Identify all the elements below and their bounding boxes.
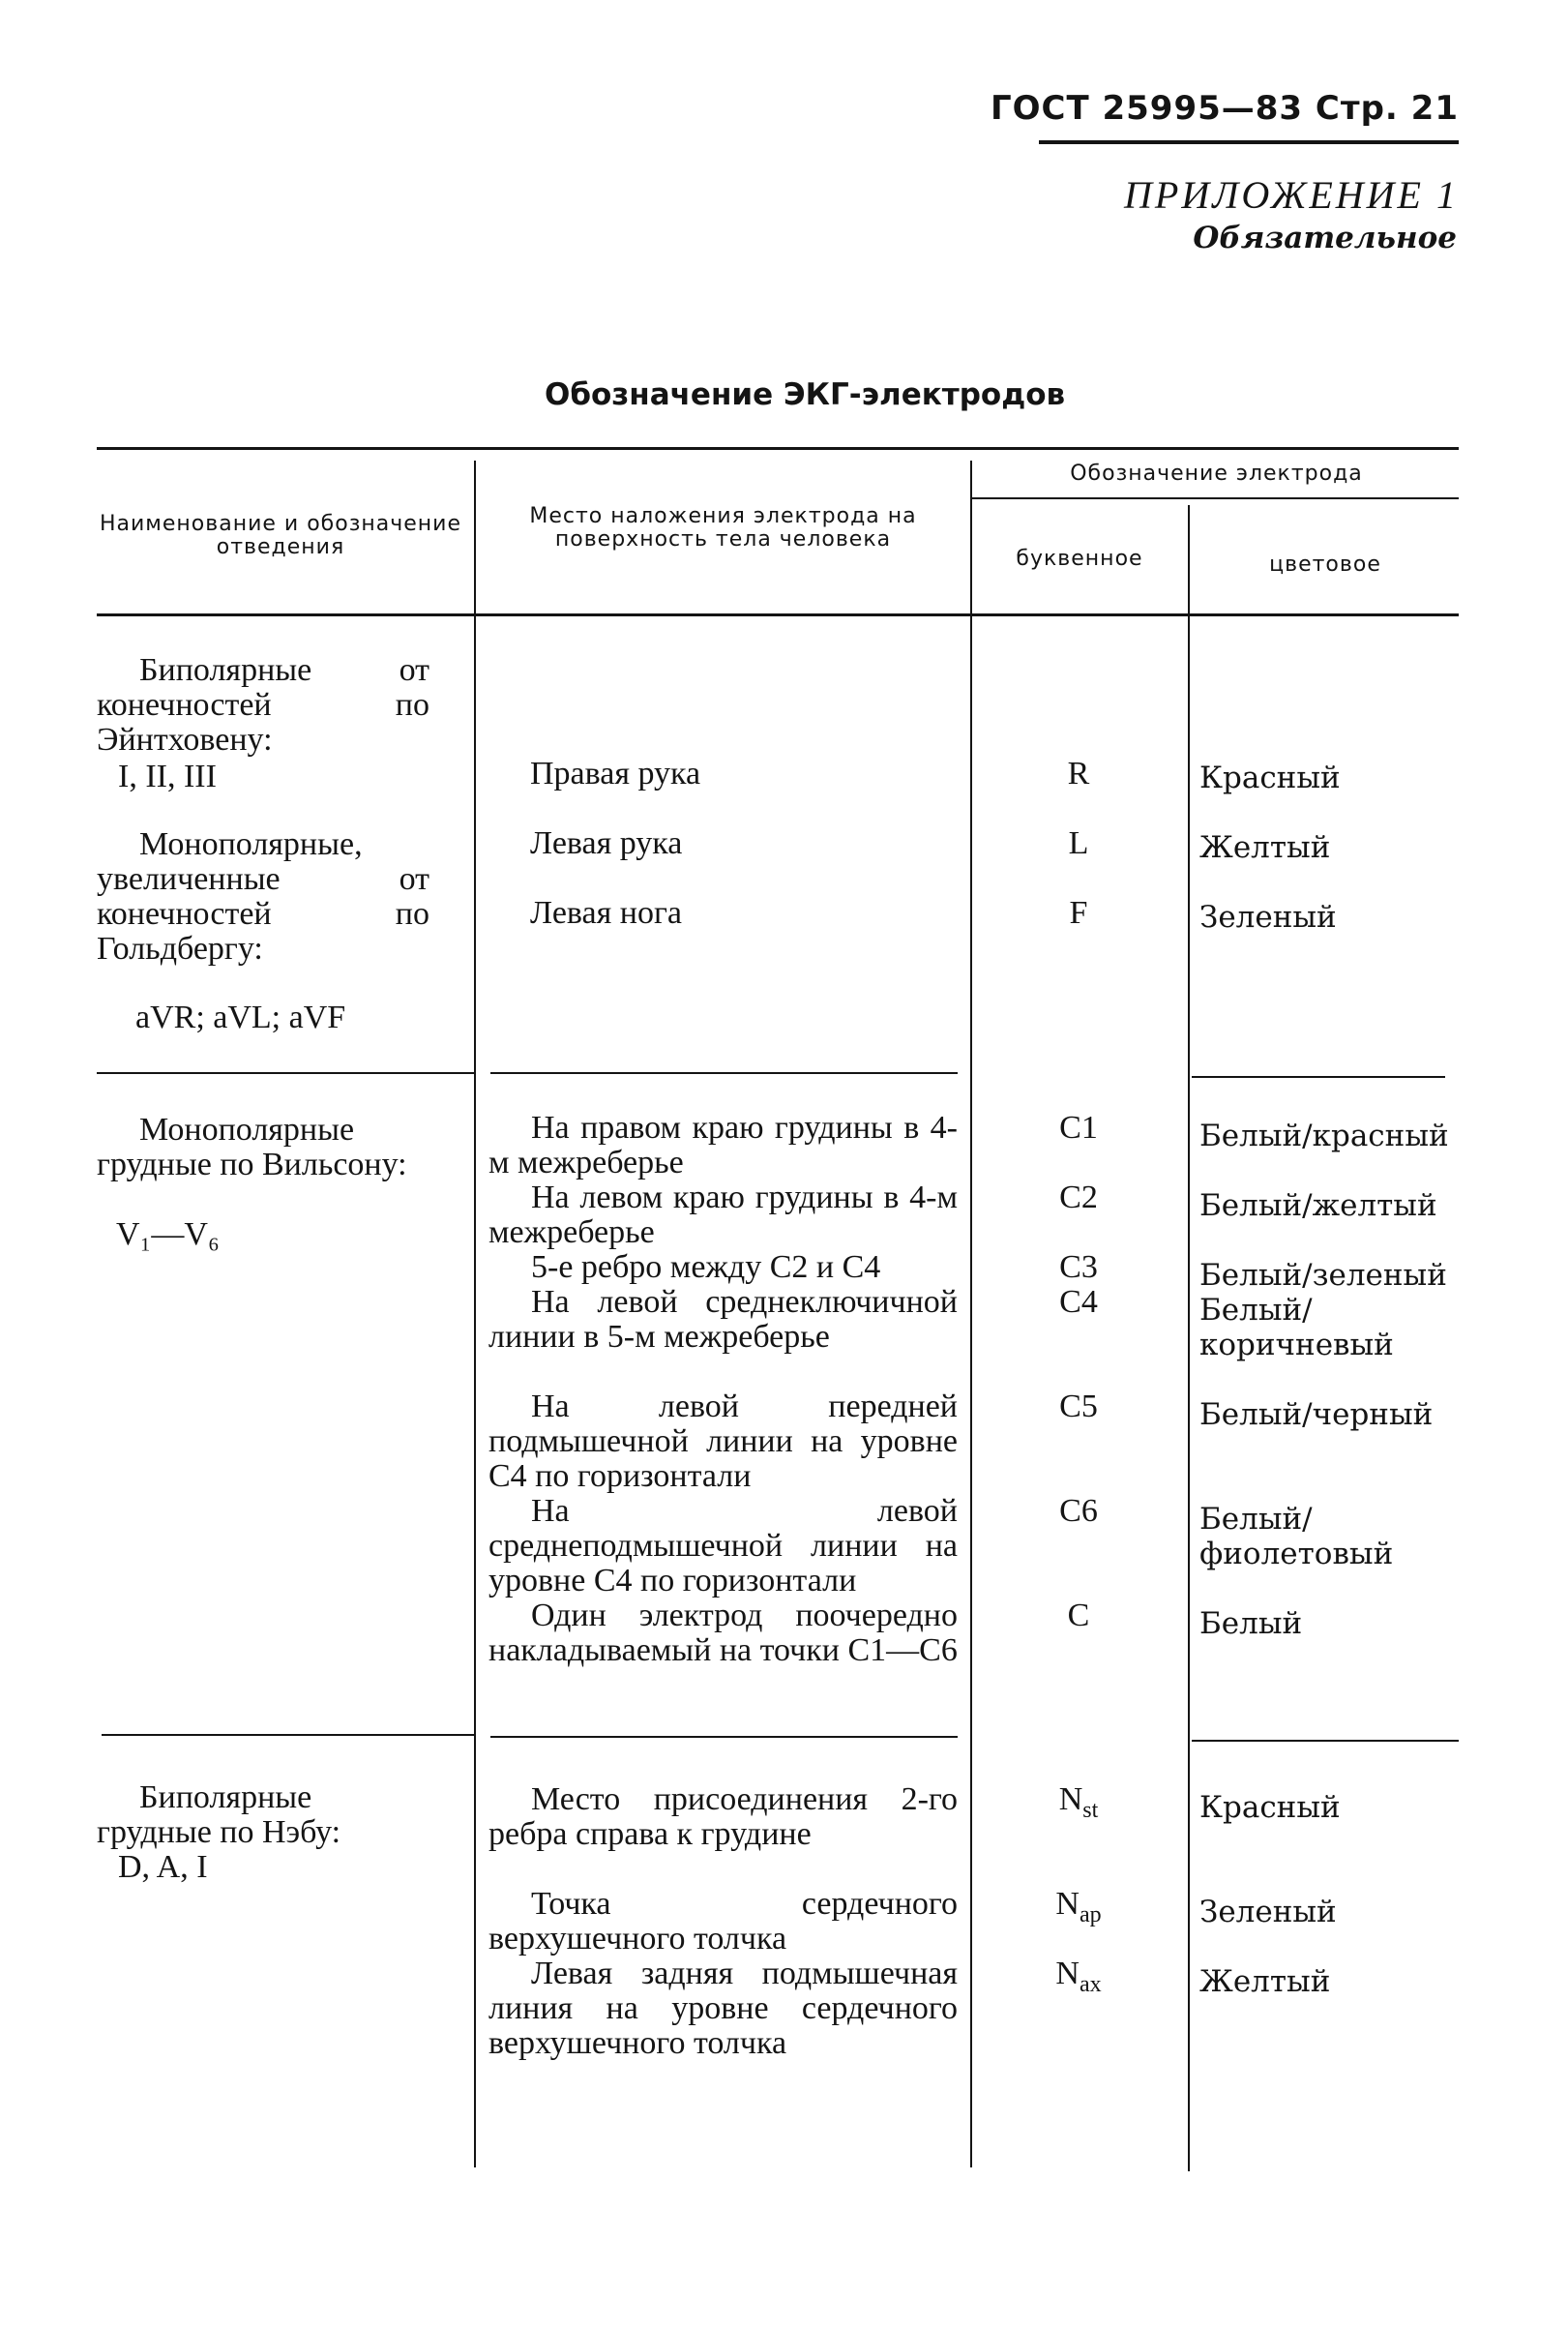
- column-divider-1: [474, 461, 476, 2167]
- letter-main: N: [1055, 1956, 1080, 1991]
- column-header-lead: Наименование и обозначение отведения: [99, 512, 462, 559]
- column-header-letter: буквенное: [1016, 547, 1143, 571]
- lead-codes: aVR; aVL; aVF: [135, 1000, 346, 1035]
- electrode-letter: C6: [1059, 1493, 1098, 1529]
- electrode-letter: F: [1069, 895, 1088, 931]
- electrode-place: Один электрод поочередно накладываемый на точки C1—C6: [488, 1598, 958, 1668]
- column-divider-3: [1188, 505, 1190, 2171]
- electrode-letter: C1: [1059, 1110, 1098, 1146]
- appendix-label: ПРИЛОЖЕНИЕ 1: [1124, 173, 1459, 217]
- electrode-color: Белый/черный: [1199, 1397, 1434, 1432]
- lead-codes: I, II, III: [118, 759, 217, 794]
- electrode-color: Зеленый: [1199, 1895, 1337, 1929]
- gost-page-header: ГОСТ 25995—83 Стр. 21: [990, 89, 1459, 128]
- electrode-place: На левой передней подмышечной линии на уровне C4 по горизонтали: [488, 1389, 958, 1494]
- electrode-place: На левом краю грудины в 4-м межреберье: [488, 1180, 958, 1250]
- electrode-color: Желтый: [1199, 830, 1331, 865]
- electrode-place: Левая рука: [530, 825, 683, 861]
- electrode-color: Белый: [1199, 1606, 1303, 1641]
- group2-bottom-rule-color: [1192, 1740, 1459, 1742]
- electrode-place: На левой среднеключичной линии в 5-м межреберье: [488, 1284, 958, 1355]
- group1-bottom-rule-color: [1192, 1076, 1445, 1078]
- header-bottom-rule: [97, 613, 1459, 616]
- electrode-letter: C4: [1059, 1284, 1098, 1320]
- lead-name: Монополярные грудные по Вильсону:: [97, 1112, 407, 1182]
- electrode-color: Белый/желтый: [1199, 1188, 1437, 1223]
- letter-subscript: ap: [1079, 1901, 1102, 1927]
- electrode-place: На левой среднеподмышечной линии на уровне C4 по горизонтали: [488, 1493, 958, 1598]
- header-rule: [1039, 140, 1459, 144]
- electrode-place: Правая рука: [530, 756, 701, 792]
- column-divider-2: [970, 461, 972, 2167]
- electrode-letter: [982, 1887, 1175, 1932]
- electrode-place: 5-е ребро между C2 и C4: [531, 1249, 881, 1285]
- lead-name: Монополярные, увеличенные от конечностей по Гольдбергу:: [97, 826, 429, 967]
- electrode-color: Белый/фиолетовый: [1199, 1502, 1394, 1571]
- letter-subscript: st: [1082, 1797, 1099, 1823]
- electrode-place: Левая нога: [530, 895, 682, 931]
- lead-codes: V₁—V₆: [116, 1216, 220, 1252]
- electrode-letter: C2: [1059, 1180, 1098, 1215]
- lead-name: Биполярные грудные по Нэбу:: [97, 1779, 341, 1850]
- electrode-place: На правом краю грудины в 4-м межреберье: [488, 1110, 958, 1180]
- column-header-place: Место наложения электрода на поверхность тела человека: [529, 504, 917, 552]
- electrode-letter: R: [1067, 756, 1090, 792]
- electrode-color: Красный: [1199, 1790, 1341, 1825]
- table-top-rule: [97, 447, 1459, 450]
- electrode-letter: [982, 1957, 1175, 2002]
- group2-bottom-rule-place: [490, 1736, 958, 1738]
- electrode-color: Белый/зеленый: [1199, 1258, 1447, 1293]
- letter-main: N: [1055, 1886, 1080, 1922]
- electrode-color: Желтый: [1199, 1964, 1331, 1999]
- group2-bottom-rule: [102, 1734, 476, 1736]
- electrode-color: Белый/красный: [1199, 1119, 1449, 1153]
- column-header-designation: Обозначение электрода: [1070, 462, 1363, 486]
- lead-name: Биполярные от конечностей по Эйнтховену:: [97, 652, 429, 758]
- letter-subscript: ax: [1079, 1971, 1102, 1997]
- electrode-letter: C: [1067, 1598, 1090, 1633]
- designation-subrule: [972, 497, 1459, 499]
- electrode-place: Место присоединения 2-го ребра справа к грудине: [488, 1781, 958, 1852]
- electrode-letter: C5: [1059, 1389, 1098, 1424]
- group1-bottom-rule: [97, 1072, 476, 1074]
- electrode-letter: [982, 1782, 1175, 1828]
- electrode-color: Белый/коричневый: [1199, 1293, 1394, 1362]
- electrode-color: Зеленый: [1199, 900, 1337, 935]
- electrode-place: Точка сердечного верхушечного толчка: [488, 1886, 958, 1957]
- electrode-letter: C3: [1059, 1249, 1098, 1285]
- lead-codes: D, A, I: [118, 1849, 208, 1885]
- electrode-color: Красный: [1199, 761, 1341, 795]
- table-title: Обозначение ЭКГ-электродов: [545, 377, 1066, 412]
- letter-main: N: [1058, 1781, 1083, 1817]
- electrode-place: Левая задняя подмышечная линия на уровне сердечного верхушечного толчка: [488, 1956, 958, 2061]
- electrode-letter: L: [1068, 825, 1089, 861]
- column-header-color: цветовое: [1269, 553, 1381, 577]
- appendix-status: Обязательное: [1193, 221, 1457, 255]
- group1-bottom-rule-place: [490, 1072, 958, 1074]
